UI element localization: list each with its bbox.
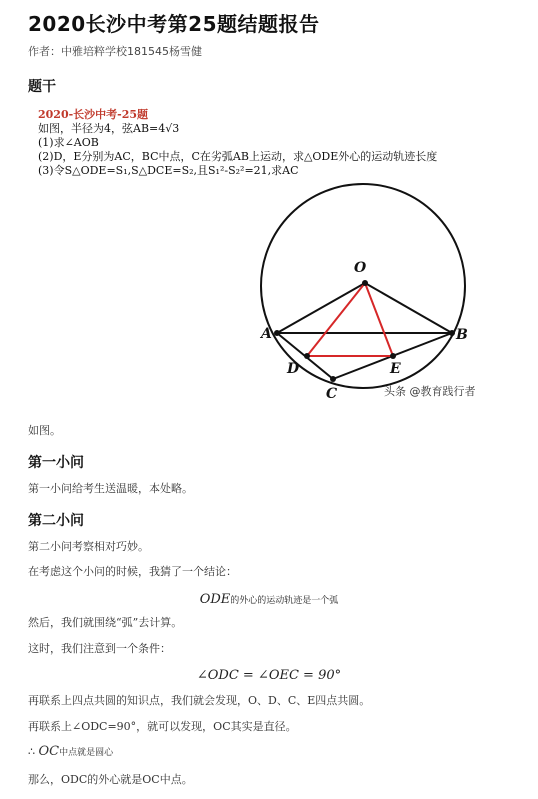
point-B — [449, 330, 455, 336]
q2-heading: 第二小问 — [28, 513, 84, 529]
problem-title: 2020-长沙中考-25题 — [38, 108, 149, 121]
formula-angles-math: ∠ODC = ∠OEC = 90° — [196, 668, 342, 683]
q1-text: 第一小问给考生送温暖，本处略。 — [28, 482, 193, 495]
point-D — [304, 353, 310, 359]
segment-AO — [277, 283, 365, 333]
q1-heading: 第一小问 — [28, 455, 84, 471]
q2-guess: 在考虑这个小问的时候，我猜了一个结论： — [28, 565, 237, 578]
label-B: B — [456, 327, 468, 343]
point-O — [362, 280, 368, 286]
then-text: 然后，我们就围绕“弧”去计算。 — [28, 616, 183, 629]
geometry-diagram — [28, 100, 498, 410]
problem-line-4: (3)令S△ODE=S₁,S△DCE=S₂,且S₁²-S₂²=21,求AC — [38, 164, 299, 177]
author-line: 作者：中雅培粹学校181545杨雪健 — [28, 45, 202, 58]
formula-angles — [0, 664, 538, 683]
concyclic-text: 再联系上四点共圆的知识点，我们就会发现，O、D、C、E四点共圆。 — [28, 694, 371, 707]
therefore-text: 中点就是圆心 — [59, 748, 114, 758]
watermark: 头条 @教育践行者 — [384, 385, 476, 398]
page-title: 2020长沙中考第25题结题报告 — [28, 12, 320, 36]
label-E: E — [390, 361, 401, 377]
problem-line-2: (1)求∠AOB — [38, 136, 99, 149]
therefore-math: OC — [38, 744, 60, 759]
therefore-line — [28, 744, 113, 759]
segment-EO — [365, 283, 393, 356]
formula-arc-math: ODE — [199, 592, 231, 607]
q2-intro: 第二小问考察相对巧妙。 — [28, 540, 149, 553]
problem-figure — [28, 100, 498, 410]
label-O: O — [354, 260, 367, 276]
label-A: A — [261, 326, 272, 342]
notice-text: 这时，我们注意到一个条件： — [28, 642, 171, 655]
figure-caption: 如图。 — [28, 424, 61, 437]
segment-OD — [307, 283, 365, 356]
formula-arc — [0, 588, 538, 607]
stem-heading: 题干 — [28, 79, 56, 95]
label-C: C — [326, 386, 338, 402]
point-E — [390, 353, 396, 359]
conclusion-text: 那么，ODC的外心就是OC中点。 — [28, 773, 193, 786]
formula-arc-text: 的外心的运动轨迹是一个弧 — [230, 596, 339, 606]
problem-line-1: 如图，半径为4，弦AB=4√3 — [38, 122, 180, 135]
point-C — [330, 376, 336, 382]
therefore-symbol: ∴ — [28, 745, 35, 758]
label-D: D — [287, 361, 300, 377]
diameter-text: 再联系上∠ODC=90°，就可以发现，OC其实是直径。 — [28, 720, 297, 733]
problem-line-3: (2)D，E分别为AC，BC中点，C在劣弧AB上运动，求△ODE外心的运动轨迹长度 — [38, 150, 438, 163]
point-A — [274, 330, 280, 336]
segment-OB — [365, 283, 452, 333]
